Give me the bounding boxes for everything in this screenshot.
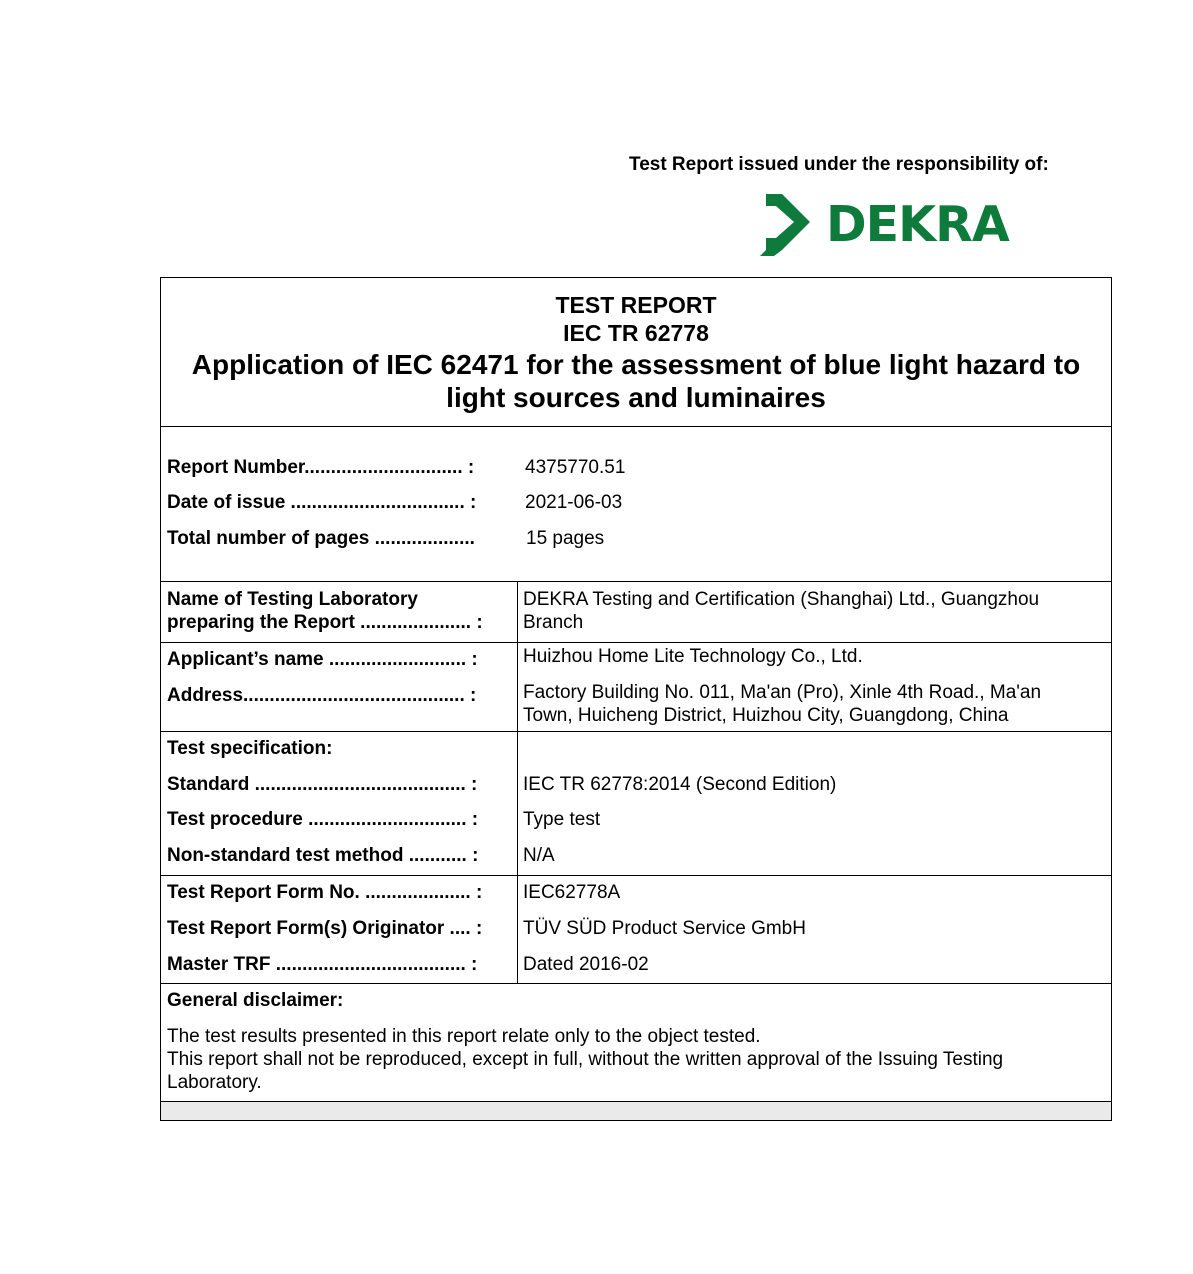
disclaimer-line-2: This report shall not be reproduced, except in full, without the written approval of the Issuing Testing Laboratory. xyxy=(167,1049,1004,1093)
title-standard: IEC TR 62778 xyxy=(563,320,709,346)
report-number-label: Report Number.............................. : xyxy=(167,457,475,478)
address-value: Factory Building No. 011, Ma'an (Pro), Xinle 4th Road., Ma'an Town, Huicheng District, Huizhou City, Guangdong, China xyxy=(523,682,1042,726)
title-test-report: TEST REPORT xyxy=(555,292,717,318)
total-pages-value: 15 pages xyxy=(526,528,605,549)
testing-lab-label: Name of Testing Laboratory preparing the Report ..................... : xyxy=(167,589,483,633)
footer-bar xyxy=(161,1101,1111,1120)
testing-lab-value: DEKRA Testing and Certification (Shanghai) Ltd., Guangzhou Branch xyxy=(523,589,1040,633)
trf-originator-value: TÜV SÜD Product Service GmbH xyxy=(523,918,806,939)
non-standard-method-value: N/A xyxy=(523,845,555,866)
total-pages-label: Total number of pages ................... xyxy=(167,528,475,549)
disclaimer-line-1: The test results presented in this report relate only to the object tested. xyxy=(167,1026,761,1047)
standard-value: IEC TR 62778:2014 (Second Edition) xyxy=(523,774,837,795)
disclaimer-heading: General disclaimer: xyxy=(167,990,344,1011)
date-of-issue-label: Date of issue ................................. : xyxy=(167,492,477,513)
dekra-arrow-icon xyxy=(760,192,812,256)
column-divider xyxy=(517,581,518,983)
title-block xyxy=(161,278,1111,427)
dekra-logo-text: DEKRA xyxy=(826,195,1009,253)
date-of-issue-value: 2021-06-03 xyxy=(525,492,623,513)
trf-originator-label: Test Report Form(s) Originator .... : xyxy=(167,918,483,939)
divider xyxy=(161,731,1111,732)
divider xyxy=(161,642,1111,643)
master-trf-value: Dated 2016-02 xyxy=(523,954,649,975)
divider xyxy=(161,875,1111,876)
issued-under-text: Test Report issued under the responsibility of: xyxy=(629,154,1049,175)
trf-number-value: IEC62778A xyxy=(523,882,621,903)
divider xyxy=(161,983,1111,984)
test-spec-heading: Test specification: xyxy=(167,738,333,759)
non-standard-method-label: Non-standard test method ........... : xyxy=(167,845,479,866)
master-trf-label: Master TRF .................................... : xyxy=(167,954,478,975)
address-label: Address.......................................... : xyxy=(167,685,477,706)
report-number-value: 4375770.51 xyxy=(525,457,626,478)
dekra-logo xyxy=(760,192,1009,256)
test-procedure-value: Type test xyxy=(523,809,601,830)
report-frame xyxy=(160,277,1112,1121)
test-procedure-label: Test procedure .............................. : xyxy=(167,809,479,830)
title-application: Application of IEC 62471 for the assessment of blue light hazard to light sources and luminaires xyxy=(191,349,1081,413)
trf-number-label: Test Report Form No. .................... : xyxy=(167,882,483,903)
divider xyxy=(161,581,1111,582)
applicant-name-value: Huizhou Home Lite Technology Co., Ltd. xyxy=(523,646,863,667)
standard-label: Standard ........................................ : xyxy=(167,774,478,795)
applicant-name-label: Applicant’s name .......................... : xyxy=(167,649,478,670)
